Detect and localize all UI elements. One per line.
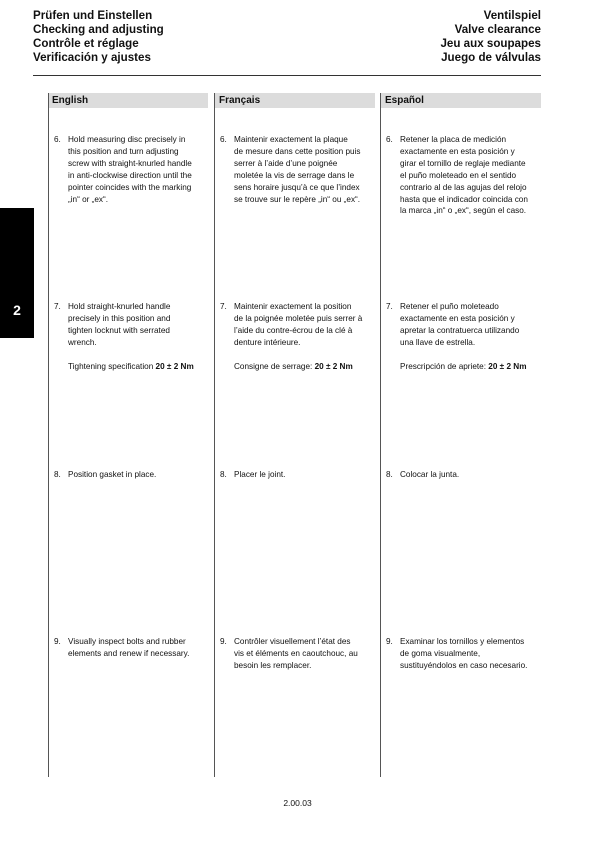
step-line: precisely in this position and [68, 313, 171, 323]
step-text [400, 301, 519, 349]
step-number: 7. [54, 302, 61, 311]
step-line: girar el tornillo de reglaje mediante [400, 158, 526, 168]
step-line: denture intérieure. [234, 337, 301, 347]
step-line: Retener la placa de medición [400, 135, 507, 144]
step-line: Hold measuring disc precisely in [68, 135, 186, 144]
page-number: 2.00.03 [283, 798, 312, 808]
step-line: exactamente en esta posición y [400, 313, 515, 323]
step-line: Placer le joint. [234, 470, 286, 479]
header-subject-fr: Jeu aux soupapes [440, 37, 541, 50]
step-number: 7. [220, 302, 227, 311]
column-header-espanol: Español [381, 93, 541, 108]
step-text [68, 134, 192, 205]
step-line: exactamente en esta posición y [400, 146, 515, 156]
column-header-english: English [48, 93, 208, 108]
step-line: apretar la contratuerca utilizando [400, 325, 520, 335]
step-line: una llave de estrella. [400, 337, 476, 347]
step-number: 8. [220, 470, 227, 479]
step-line: Maintenir exactement la plaque [234, 135, 348, 144]
step-line: la marca „in“ o „ex“, según el caso. [400, 206, 527, 216]
step-line: Position gasket in place. [68, 470, 157, 479]
section-tab [0, 208, 34, 338]
spec-label: Prescripción de apriete: [400, 362, 489, 371]
step-line: Contrôler visuellement l’état des [234, 637, 351, 646]
step-line: Retener el puño moleteado [400, 302, 499, 311]
step-line: serrer à l’aide d’une poignée [234, 158, 338, 168]
step-line: Visually inspect bolts and rubber [68, 637, 186, 646]
step-line: besoin les remplacer. [234, 660, 312, 670]
step-line: se trouve sur le repère „in“ ou „ex“. [234, 194, 361, 204]
step-7-french [220, 301, 380, 381]
step-text [400, 469, 459, 481]
step-line: Examinar los tornillos y elementos [400, 637, 525, 646]
step-line: hasta que el indicador coincida con [400, 194, 528, 204]
step-7-spanish [386, 301, 546, 381]
step-text [68, 301, 170, 349]
step-line: vis et éléments en caoutchouc, au [234, 648, 358, 658]
step-line: wrench. [68, 337, 97, 347]
step-line: de goma visualmente, [400, 648, 481, 658]
step-number: 6. [386, 135, 393, 144]
header-divider [33, 75, 541, 76]
section-tab-number: 2 [13, 302, 21, 318]
spec-label: Tightening specification [68, 362, 156, 371]
step-line: sens horaire jusqu’à ce que l’index [234, 182, 360, 192]
step-line: in anti-clockwise direction until the [68, 170, 192, 180]
column-divider [214, 93, 215, 777]
step-line: sustituyéndolos en caso necesario. [400, 660, 528, 670]
step-text [234, 134, 361, 205]
step-line: el puño moleteado en el sentido [400, 170, 517, 180]
step-line: screw with straight-knurled handle [68, 158, 192, 168]
header-right-titles [440, 9, 541, 65]
step-line: elements and renew if necessary. [68, 648, 190, 658]
step-number: 8. [54, 470, 61, 479]
step-line: „in“ or „ex“. [68, 194, 109, 204]
header-title-es: Verificación y ajustes [33, 51, 151, 64]
spec-value: 20 ± 2 Nm [314, 362, 353, 371]
step-line: pointer coincides with the marking [68, 182, 192, 192]
header-title-en: Checking and adjusting [33, 23, 164, 36]
step-text [234, 636, 358, 672]
column-divider [380, 93, 381, 777]
tightening-spec [68, 361, 194, 373]
step-number: 6. [220, 135, 227, 144]
spec-label: Consigne de serrage: [234, 362, 315, 371]
step-line: de mesure dans cette position puis [234, 146, 361, 156]
step-text [68, 636, 189, 660]
step-number: 6. [54, 135, 61, 144]
header-title-fr: Contrôle et réglage [33, 37, 139, 50]
column-divider [48, 93, 49, 777]
spec-value: 20 ± 2 Nm [488, 362, 527, 371]
header-title-de: Prüfen und Einstellen [33, 9, 153, 22]
step-line: de la poignée moletée puis serrer à [234, 313, 363, 323]
spec-value: 20 ± 2 Nm [155, 362, 194, 371]
header-left-titles [33, 9, 164, 65]
step-line: contrario al de las agujas del relojo [400, 182, 527, 192]
tightening-spec [234, 361, 353, 373]
step-line: l’aide du contre-écrou de la clé à [234, 325, 353, 335]
step-7-english [54, 301, 214, 381]
step-line: this position and turn adjusting [68, 146, 179, 156]
step-number: 9. [54, 637, 61, 646]
step-line: tighten locknut with serrated [68, 325, 170, 335]
step-text [234, 301, 362, 349]
step-line: Colocar la junta. [400, 470, 460, 479]
step-number: 8. [386, 470, 393, 479]
tightening-spec [400, 361, 526, 373]
step-number: 9. [386, 637, 393, 646]
header-subject-es: Juego de válvulas [441, 51, 541, 64]
step-text [400, 134, 528, 217]
header-subject-de: Ventilspiel [483, 9, 541, 22]
column-header-francais: Français [215, 93, 375, 108]
step-line: Hold straight-knurled handle [68, 302, 171, 311]
step-text [400, 636, 527, 672]
header-subject-en: Valve clearance [454, 23, 541, 36]
step-number: 9. [220, 637, 227, 646]
step-line: Maintenir exactement la position [234, 302, 352, 311]
step-line: moletée la vis de serrage dans le [234, 170, 355, 180]
step-number: 7. [386, 302, 393, 311]
step-text [234, 469, 285, 481]
step-text [68, 469, 156, 481]
